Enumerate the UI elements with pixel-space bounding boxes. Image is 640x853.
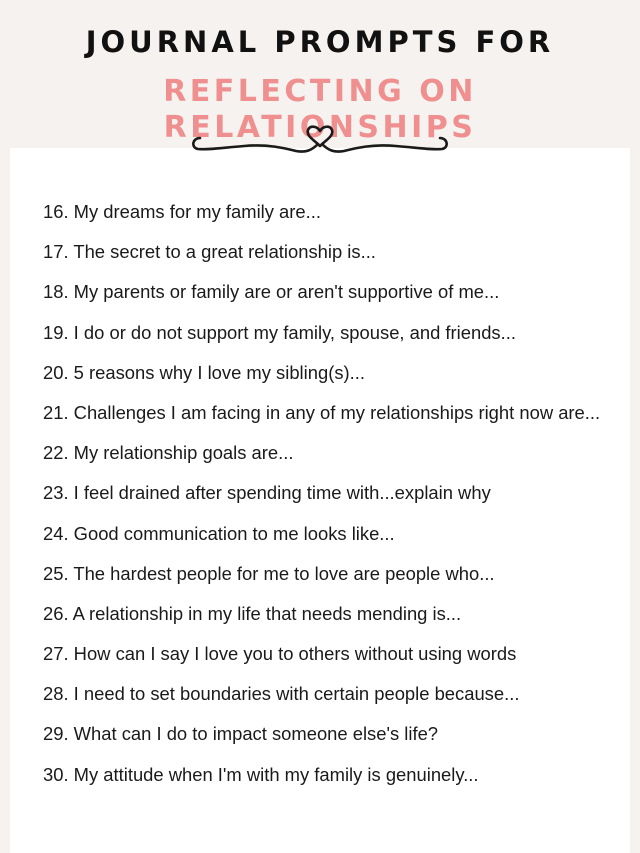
list-item: 22. My relationship goals are... <box>43 442 294 464</box>
list-item: 19. I do or do not support my family, spouse, and friends... <box>43 321 516 343</box>
list-item: 29. What can I do to impact someone else's life? <box>43 723 439 745</box>
page-title: JOURNAL PROMPTS FOR <box>85 25 555 59</box>
list-item: 18. My parents or family are or aren't supportive of me... <box>43 281 500 303</box>
list-item: 27. How can I say I love you to others without using words <box>43 643 517 665</box>
list-item: 21. Challenges I am facing in any of my relationships right now are... <box>43 401 601 423</box>
heart-swirl-divider-icon <box>188 124 452 158</box>
list-item: 26. A relationship in my life that needs mending is... <box>43 602 462 624</box>
page-subtitle: REFLECTING ON RELATIONSHIPS <box>163 74 477 145</box>
list-item: 23. I feel drained after spending time with...explain why <box>43 482 491 504</box>
list-item: 20. 5 reasons why I love my sibling(s)... <box>43 361 365 383</box>
list-item: 24. Good communication to me looks like... <box>43 522 395 544</box>
prompt-list <box>43 192 600 795</box>
list-item: 16. My dreams for my family are... <box>43 201 321 222</box>
list-item: 28. I need to set boundaries with certain people because... <box>43 683 520 705</box>
list-item: 30. My attitude when I'm with my family is genuinely... <box>43 763 479 785</box>
prompts-card <box>10 148 630 853</box>
list-item: 17. The secret to a great relationship is... <box>43 241 376 263</box>
list-item: 25. The hardest people for me to love are people who... <box>43 562 495 584</box>
